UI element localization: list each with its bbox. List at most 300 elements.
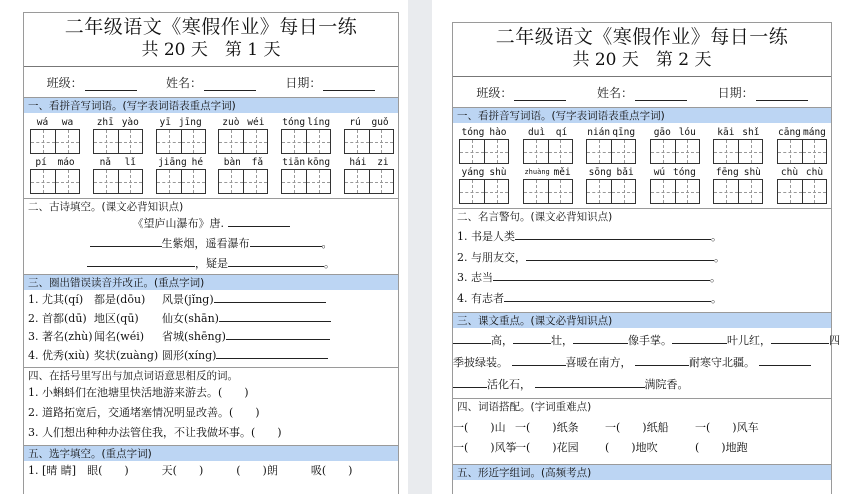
pinyin-word — [777, 166, 827, 204]
tianzige-boxes — [650, 179, 700, 204]
pinyin-label — [93, 156, 143, 169]
pinyin-syllable: fēng — [715, 167, 739, 178]
writing-box[interactable] — [738, 140, 762, 163]
writing-box[interactable] — [157, 130, 181, 153]
punct: 。 — [711, 291, 722, 305]
tianzige-boxes — [586, 179, 636, 204]
pinyin-syllable: guǒ — [371, 117, 389, 128]
class-field[interactable] — [476, 84, 566, 101]
section-3-heading: 三、圈出错误读音并改正。(重点字词) — [24, 274, 398, 290]
writing-box[interactable] — [55, 170, 79, 193]
pinyin-syllable: kāi — [717, 127, 735, 138]
pinyin-syllable: qīng — [612, 127, 636, 138]
pinyin-word — [344, 156, 394, 194]
punct: 。 — [714, 250, 725, 264]
pinyin-writing-grid — [453, 123, 831, 208]
word-a[interactable]: 2. 首都(dū) — [28, 311, 87, 325]
pinyin-label — [523, 126, 573, 139]
quote-blank[interactable] — [526, 249, 714, 261]
date-blank[interactable] — [323, 79, 375, 91]
quote-prefix: 2. 与朋友交， — [457, 250, 526, 264]
pinyin-row — [459, 126, 827, 164]
key-text-line-1 — [453, 330, 840, 352]
writing-box[interactable] — [651, 140, 675, 163]
name-field[interactable] — [166, 74, 256, 91]
pinyin-label — [586, 126, 636, 139]
pinyin-label — [156, 116, 206, 129]
matching-item[interactable]: 一( )纸条 — [515, 421, 579, 434]
writing-box[interactable] — [460, 140, 484, 163]
tianzige-boxes — [523, 179, 573, 204]
writing-box[interactable] — [714, 180, 738, 203]
class-label: 班级： — [476, 85, 513, 100]
pinyin-syllable: gāo — [653, 127, 671, 138]
writing-box[interactable] — [55, 130, 79, 153]
matching-row — [453, 418, 831, 438]
pinyin-label — [30, 116, 80, 129]
tianzige-boxes — [459, 139, 509, 164]
pinyin-label — [713, 126, 763, 139]
antonym-section — [24, 383, 398, 445]
pinyin-word — [650, 166, 700, 204]
tianzige-boxes — [156, 169, 206, 194]
class-label: 班级： — [46, 75, 83, 90]
pinyin-label — [281, 116, 331, 129]
writing-box[interactable] — [181, 170, 205, 193]
student-info-row — [24, 67, 398, 97]
pronunciation-item — [24, 328, 398, 347]
title-block — [24, 13, 398, 67]
pinyin-syllable: tóng — [672, 167, 696, 178]
pinyin-syllable: tóng — [461, 127, 485, 138]
quote-item — [453, 289, 831, 310]
blank[interactable] — [635, 354, 689, 366]
pinyin-word — [281, 116, 331, 154]
quote-blank[interactable] — [493, 269, 710, 281]
pinyin-syllable: kōng — [307, 157, 331, 168]
pinyin-syllable: chù — [780, 167, 799, 178]
blank[interactable] — [90, 235, 162, 247]
pinyin-word — [586, 166, 636, 204]
pinyin-syllable: nǎ — [99, 157, 112, 168]
tianzige-boxes — [459, 179, 509, 204]
key-text-line-3 — [453, 374, 831, 396]
tianzige-boxes — [281, 169, 331, 194]
word-c[interactable]: 圆形(xíng) — [162, 348, 217, 362]
tianzige-boxes — [650, 139, 700, 164]
pinyin-syllable: hào — [489, 127, 507, 138]
pinyin-word — [713, 166, 763, 204]
pinyin-row — [30, 116, 394, 154]
pinyin-label — [777, 126, 827, 139]
poem-title: 《望庐山瀑布》唐. — [132, 217, 224, 230]
page-gutter — [408, 0, 432, 494]
pinyin-label — [93, 116, 143, 129]
pinyin-syllable: pí — [35, 157, 47, 168]
pinyin-word — [459, 166, 509, 204]
matching-row — [453, 438, 831, 458]
pinyin-syllable: qí — [555, 127, 568, 138]
quote-blank[interactable] — [504, 290, 711, 302]
pinyin-syllable: zi — [377, 157, 389, 168]
worksheet-title: 二年级语文《寒假作业》每日一练 — [64, 16, 358, 38]
pinyin-word — [281, 156, 331, 194]
word-a[interactable]: 3. 著名(zhù) — [28, 330, 93, 343]
worksheet-title: 二年级语文《寒假作业》每日一练 — [495, 26, 789, 48]
writing-box[interactable] — [345, 170, 369, 193]
word-matching-section — [453, 414, 831, 464]
section-5-heading: 五、形近字组词。(高频考点) — [453, 464, 831, 480]
punct: 。 — [321, 237, 333, 250]
word-a[interactable]: 4. 优秀(xiù) — [28, 348, 90, 362]
date-label: 日期： — [717, 85, 754, 100]
pinyin-syllable: líng — [307, 117, 331, 128]
writing-box[interactable] — [524, 140, 548, 163]
tianzige-boxes — [344, 129, 394, 154]
worksheet — [452, 22, 840, 494]
pinyin-label — [281, 156, 331, 169]
pinyin-label — [523, 166, 573, 179]
writing-box[interactable] — [282, 170, 306, 193]
poem-text: 生紫烟，遥看瀑布 — [161, 237, 250, 250]
pinyin-row — [459, 166, 827, 204]
pronunciation-item — [24, 347, 398, 366]
tianzige-boxes — [156, 129, 206, 154]
writing-box[interactable] — [94, 130, 118, 153]
pinyin-word — [156, 156, 206, 194]
blank[interactable] — [535, 376, 645, 388]
pinyin-writing-grid — [24, 113, 398, 198]
punct: 。 — [324, 257, 335, 270]
quote-blank[interactable] — [515, 228, 711, 240]
writing-box[interactable] — [31, 130, 55, 153]
page-day-1 — [0, 0, 408, 494]
pinyin-label — [156, 156, 206, 169]
pinyin-word — [218, 156, 268, 194]
quote-item — [453, 227, 831, 248]
poem-text: ，疑是 — [195, 257, 228, 270]
writing-box[interactable] — [157, 170, 181, 193]
pinyin-syllable: wéi — [247, 117, 265, 128]
writing-box[interactable] — [548, 140, 572, 163]
blank[interactable] — [453, 376, 487, 388]
writing-box[interactable] — [118, 130, 142, 153]
word-c[interactable]: 仙女(shān) — [162, 311, 219, 325]
pinyin-syllable: nián — [587, 127, 611, 138]
writing-box[interactable] — [369, 170, 393, 193]
pinyin-word — [523, 166, 573, 204]
text: 活化石， — [487, 378, 531, 391]
pinyin-label — [777, 166, 827, 179]
class-blank[interactable] — [85, 79, 137, 91]
matching-item[interactable]: 一( )山 — [453, 421, 506, 434]
blank[interactable] — [771, 332, 829, 344]
pinyin-label — [218, 116, 268, 129]
writing-box[interactable] — [611, 180, 635, 203]
quote-item — [453, 268, 831, 289]
blank[interactable] — [672, 332, 727, 344]
writing-box[interactable] — [778, 140, 802, 163]
pinyin-word — [713, 126, 763, 164]
section-2-heading: 二、古诗填空。(课文必背知识点) — [24, 198, 398, 214]
pinyin-label — [30, 156, 80, 169]
title-block — [453, 23, 831, 77]
writing-box[interactable] — [243, 130, 267, 153]
writing-box[interactable] — [778, 180, 802, 203]
pinyin-syllable: bǎi — [616, 167, 634, 178]
date-blank[interactable] — [756, 89, 808, 101]
matching-item[interactable]: 一( )纸船 — [605, 421, 669, 434]
pinyin-syllable: shǐ — [742, 127, 760, 138]
pinyin-syllable: měi — [553, 167, 571, 178]
writing-box[interactable] — [219, 170, 243, 193]
text: 壮， — [551, 334, 573, 347]
writing-box[interactable] — [181, 130, 205, 153]
writing-box[interactable] — [802, 140, 826, 163]
word-c[interactable]: 风景(jǐng) — [162, 293, 214, 306]
text: 喜暖在南方， — [565, 356, 632, 369]
pinyin-word — [777, 126, 827, 164]
pinyin-label — [713, 166, 763, 179]
worksheet-subtitle: 共 20 天 第 1 天 — [141, 40, 281, 60]
text: 满院香。 — [644, 378, 689, 391]
word-b[interactable]: 地区(qū) — [94, 311, 139, 325]
pinyin-word — [459, 126, 509, 164]
quotes-section — [453, 224, 831, 312]
tianzige-boxes — [281, 129, 331, 154]
pinyin-syllable: hái — [349, 157, 367, 168]
blank[interactable] — [759, 354, 811, 366]
writing-box[interactable] — [611, 140, 635, 163]
tianzige-boxes — [713, 179, 763, 204]
poet-blank[interactable] — [228, 215, 290, 227]
pinyin-syllable: chù — [805, 167, 824, 178]
correction-blank[interactable] — [216, 347, 328, 359]
quote-prefix: 3. 志当 — [457, 271, 493, 284]
poem-line-2 — [24, 254, 398, 274]
punct: 。 — [711, 230, 722, 243]
pinyin-word — [156, 116, 206, 154]
writing-box[interactable] — [345, 130, 369, 153]
text: 高， — [491, 334, 513, 347]
date-field[interactable] — [718, 84, 808, 101]
writing-box[interactable] — [738, 180, 762, 203]
antonym-item[interactable]: 3. 人们想出种种办法管住我，不让我做坏事。( ) — [28, 426, 282, 439]
pinyin-label — [650, 126, 700, 139]
pinyin-label — [650, 166, 700, 179]
matching-item[interactable]: 一( )花园 — [515, 441, 579, 454]
quote-item — [453, 248, 831, 269]
matching-item[interactable]: ( )地跑 — [695, 441, 748, 454]
name-field[interactable] — [597, 84, 687, 101]
section-2-heading: 二、名言警句。(课文必背知识点) — [453, 208, 831, 224]
writing-box[interactable] — [484, 140, 508, 163]
poem-title-line — [24, 214, 398, 234]
writing-box[interactable] — [306, 130, 330, 153]
writing-box[interactable] — [548, 180, 572, 203]
pinyin-label — [344, 116, 394, 129]
tianzige-boxes — [777, 179, 827, 204]
writing-box[interactable] — [369, 130, 393, 153]
pronunciation-item — [24, 291, 398, 310]
worksheet-subtitle: 共 20 天 第 2 天 — [572, 50, 712, 70]
writing-box[interactable] — [587, 180, 611, 203]
key-text-line-2 — [453, 352, 831, 374]
pinyin-syllable: máo — [57, 157, 75, 168]
writing-box[interactable] — [651, 180, 675, 203]
pinyin-syllable: zhī — [96, 117, 114, 128]
writing-box[interactable] — [524, 180, 548, 203]
tianzige-boxes — [30, 129, 80, 154]
blank[interactable] — [87, 255, 195, 267]
writing-box[interactable] — [243, 170, 267, 193]
class-field[interactable] — [47, 74, 137, 91]
pronunciation-section — [24, 290, 398, 367]
char-choice-item[interactable]: 1. [晴 睛] 眼( ) 天( ) ( )朗 吸( ) — [28, 464, 353, 477]
writing-box[interactable] — [484, 180, 508, 203]
section-5-heading: 五、选字填空。(重点字词) — [24, 445, 398, 461]
text: 四 — [829, 334, 840, 347]
writing-box[interactable] — [31, 170, 55, 193]
section-1-heading: 一、看拼音写词语。(写字表词语表重点字词) — [24, 97, 398, 113]
matching-item[interactable]: ( )地吹 — [605, 441, 658, 454]
tianzige-boxes — [30, 169, 80, 194]
pinyin-syllable: yào — [121, 117, 139, 128]
writing-box[interactable] — [802, 180, 826, 203]
pinyin-word — [586, 126, 636, 164]
poem-line-1 — [24, 234, 398, 254]
pinyin-syllable: jiāng — [158, 157, 187, 168]
name-blank[interactable] — [204, 79, 256, 91]
key-text-section — [453, 328, 840, 398]
pinyin-syllable: shù — [743, 167, 761, 178]
tianzige-boxes — [218, 129, 268, 154]
correction-blank[interactable] — [214, 291, 326, 303]
pinyin-syllable: yī — [159, 117, 171, 128]
writing-box[interactable] — [282, 130, 306, 153]
pinyin-label — [218, 156, 268, 169]
date-label: 日期： — [285, 75, 322, 90]
writing-box[interactable] — [675, 180, 699, 203]
pinyin-syllable: lǐ — [124, 157, 137, 168]
word-b[interactable]: 奖状(zuàng) — [94, 348, 159, 362]
blank[interactable] — [573, 332, 628, 344]
class-blank[interactable] — [514, 89, 566, 101]
writing-box[interactable] — [94, 170, 118, 193]
name-label: 姓名： — [596, 85, 633, 100]
blank[interactable] — [250, 235, 322, 247]
pinyin-syllable: tiān — [282, 157, 306, 168]
page-day-2 — [432, 0, 846, 494]
word-b[interactable]: 闻名(wéi) — [94, 330, 145, 343]
writing-box[interactable] — [118, 170, 142, 193]
blank[interactable] — [228, 255, 324, 267]
word-b[interactable]: 都是(dōu) — [94, 293, 146, 306]
worksheet — [23, 12, 399, 494]
writing-box[interactable] — [675, 140, 699, 163]
quote-prefix: 1. 书是人类 — [457, 230, 515, 243]
pinyin-syllable: jīng — [178, 117, 202, 128]
blank[interactable] — [513, 332, 551, 344]
tianzige-boxes — [93, 169, 143, 194]
matching-item[interactable]: 一( )风车 — [695, 421, 759, 434]
correction-blank[interactable] — [219, 310, 331, 322]
poem-fill-section — [24, 214, 398, 274]
writing-box[interactable] — [219, 130, 243, 153]
pinyin-syllable: sōng — [588, 167, 612, 178]
blank[interactable] — [512, 354, 566, 366]
tianzige-boxes — [218, 169, 268, 194]
pinyin-syllable: fǎ — [251, 157, 264, 168]
pinyin-syllable: máng — [803, 127, 826, 138]
pinyin-syllable: zhuàng — [524, 168, 550, 176]
pinyin-word — [523, 126, 573, 164]
pinyin-label — [459, 126, 509, 139]
tianzige-boxes — [523, 139, 573, 164]
blank[interactable] — [453, 332, 491, 344]
tianzige-boxes — [344, 169, 394, 194]
matching-item[interactable]: 一( )风筝 — [453, 441, 517, 454]
date-field[interactable] — [285, 74, 375, 91]
word-a[interactable]: 1. 尤其(qí) — [28, 293, 84, 306]
pinyin-syllable: tóng — [282, 117, 306, 128]
pinyin-label — [344, 156, 394, 169]
pinyin-syllable: yáng — [461, 167, 485, 178]
writing-box[interactable] — [714, 140, 738, 163]
pinyin-syllable: bàn — [223, 157, 241, 168]
pinyin-label — [586, 166, 636, 179]
antonym-item[interactable]: 1. 小蝌蚪们在池塘里快活地游来游去。( ) — [28, 386, 249, 399]
pinyin-syllable: hé — [191, 157, 204, 168]
pinyin-syllable: rú — [349, 117, 361, 128]
pinyin-syllable: duì — [527, 127, 546, 138]
pinyin-syllable: lóu — [678, 127, 696, 138]
tianzige-boxes — [93, 129, 143, 154]
pinyin-word — [650, 126, 700, 164]
antonym-item[interactable]: 2. 道路拓宽后，交通堵塞情况明显改善。( ) — [28, 406, 260, 419]
writing-box[interactable] — [460, 180, 484, 203]
pinyin-word — [93, 156, 143, 194]
section-3-heading: 三、课文重点。(课文必背知识点) — [453, 312, 831, 328]
correction-blank[interactable] — [226, 328, 330, 340]
pronunciation-item — [24, 310, 398, 329]
pinyin-syllable: cāng — [778, 127, 801, 138]
pinyin-syllable: wú — [653, 167, 666, 178]
writing-box[interactable] — [306, 170, 330, 193]
pinyin-syllable: shù — [489, 167, 507, 178]
section-4-heading: 四、在括号里写出与加点词语意思相反的词。 — [24, 367, 398, 383]
tianzige-boxes — [586, 139, 636, 164]
name-blank[interactable] — [635, 89, 687, 101]
pinyin-word — [93, 116, 143, 154]
punct: 。 — [710, 271, 721, 284]
text: 像手掌。 — [628, 334, 672, 347]
pinyin-word — [344, 116, 394, 154]
pinyin-label — [459, 166, 509, 179]
tianzige-boxes — [777, 139, 827, 164]
pinyin-row — [30, 156, 394, 194]
pinyin-syllable: zuò — [222, 117, 240, 128]
quote-prefix: 4. 有志者 — [457, 291, 504, 305]
word-c[interactable]: 省城(shēng) — [162, 330, 226, 343]
writing-box[interactable] — [587, 140, 611, 163]
section-4-heading: 四、词语搭配。(字词重难点) — [453, 398, 831, 414]
pinyin-word — [218, 116, 268, 154]
section-1-heading: 一、看拼音写词语。(写字表词语表重点字词) — [453, 107, 831, 123]
name-label: 姓名： — [165, 75, 202, 90]
text: 耐寒守北疆。 — [689, 356, 755, 369]
tianzige-boxes — [713, 139, 763, 164]
